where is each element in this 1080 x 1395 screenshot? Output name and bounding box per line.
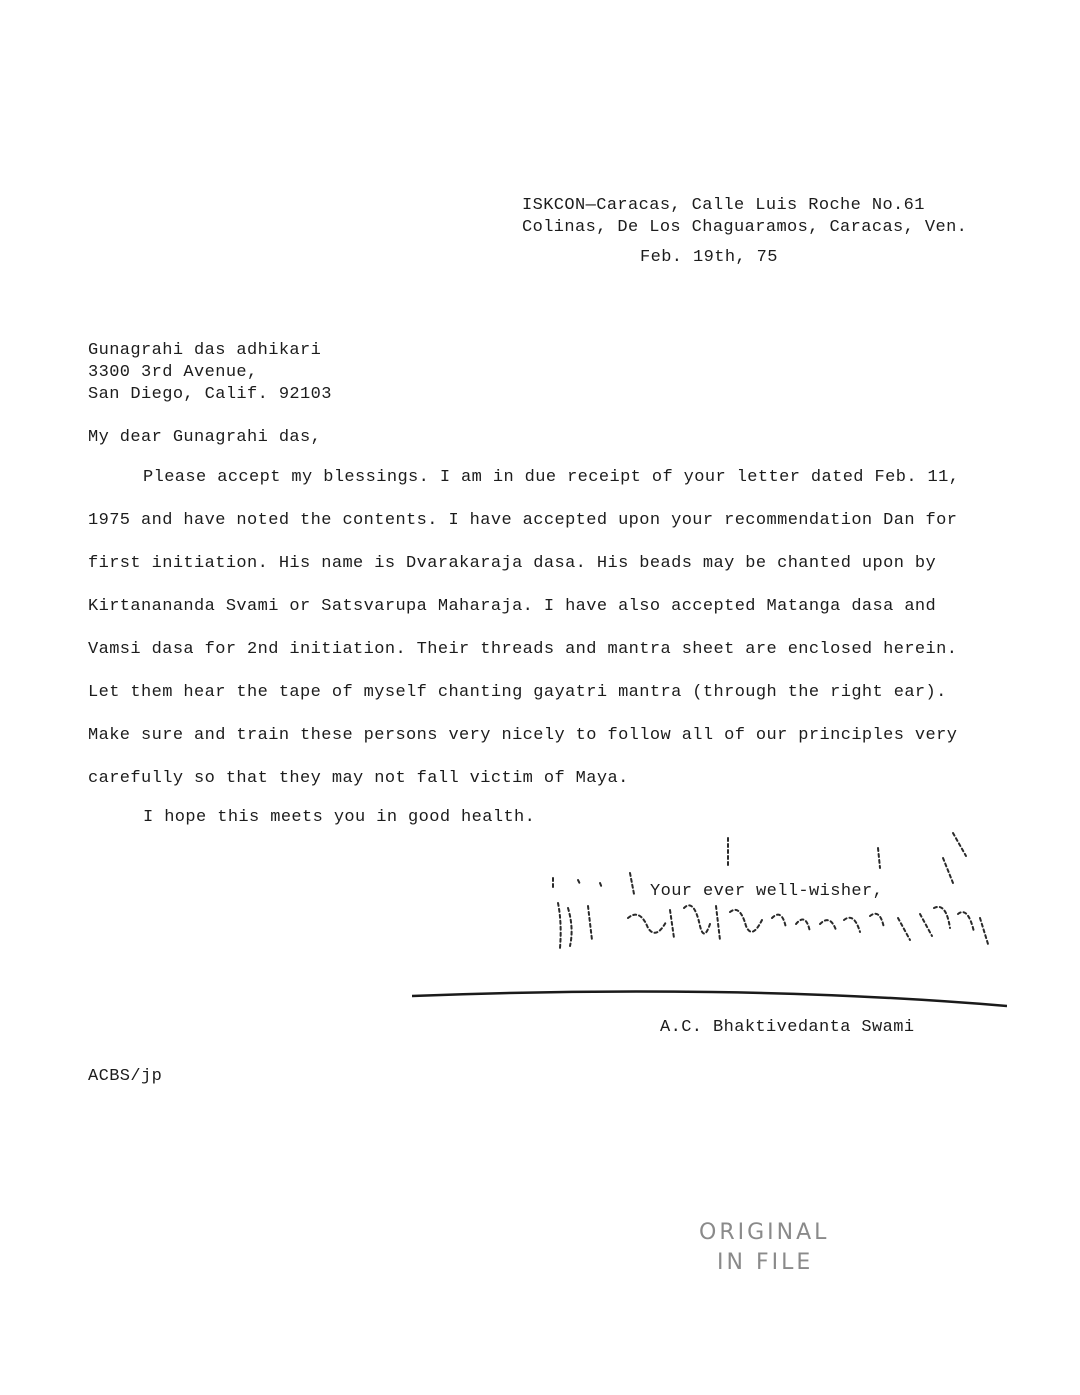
- body-line: Kirtanananda Svami or Satsvarupa Maharaja. I have also accepted Matanga dasa and: [88, 597, 937, 616]
- recipient-city: San Diego, Calif. 92103: [88, 385, 332, 404]
- body-line: Make sure and train these persons very nicely to follow all of our principles very: [88, 726, 958, 745]
- address-line-1: ISKCON—Caracas, Calle Luis Roche No.61: [522, 196, 925, 215]
- body-line: Let them hear the tape of myself chanting gayatri mantra (through the right ear).: [88, 683, 947, 702]
- letter-date: Feb. 19th, 75: [640, 248, 778, 267]
- reference-initials: ACBS/jp: [88, 1067, 163, 1086]
- recipient-address: [88, 341, 332, 407]
- recipient-name: Gunagrahi das adhikari: [88, 341, 322, 360]
- body-line: Please accept my blessings. I am in due receipt of your letter dated Feb. 11,: [143, 468, 960, 487]
- body-line: Vamsi dasa for 2nd initiation. Their threads and mantra sheet are enclosed herein.: [88, 640, 958, 659]
- body-line: 1975 and have noted the contents. I have accepted upon your recommendation Dan for: [88, 511, 958, 530]
- original-in-file-stamp: [695, 1210, 845, 1290]
- letter-body: [88, 468, 959, 812]
- recipient-street: 3300 3rd Avenue,: [88, 363, 258, 382]
- sender-address: [522, 196, 967, 240]
- valediction: Your ever well-wisher,: [650, 882, 884, 901]
- stamp-line-2: IN FILE: [717, 1250, 814, 1275]
- salutation: My dear Gunagrahi das,: [88, 428, 322, 447]
- body-line: carefully so that they may not fall victim of Maya.: [88, 769, 629, 788]
- signature-rule: [412, 988, 1007, 1008]
- address-line-2: Colinas, De Los Chaguaramos, Caracas, Ven.: [522, 218, 968, 237]
- stamp-line-1: ORIGINAL: [699, 1220, 830, 1245]
- closing-line: I hope this meets you in good health.: [143, 808, 536, 827]
- sender-name: A.C. Bhaktivedanta Swami: [660, 1018, 915, 1037]
- body-line: first initiation. His name is Dvarakaraja dasa. His beads may be chanted upon by: [88, 554, 937, 573]
